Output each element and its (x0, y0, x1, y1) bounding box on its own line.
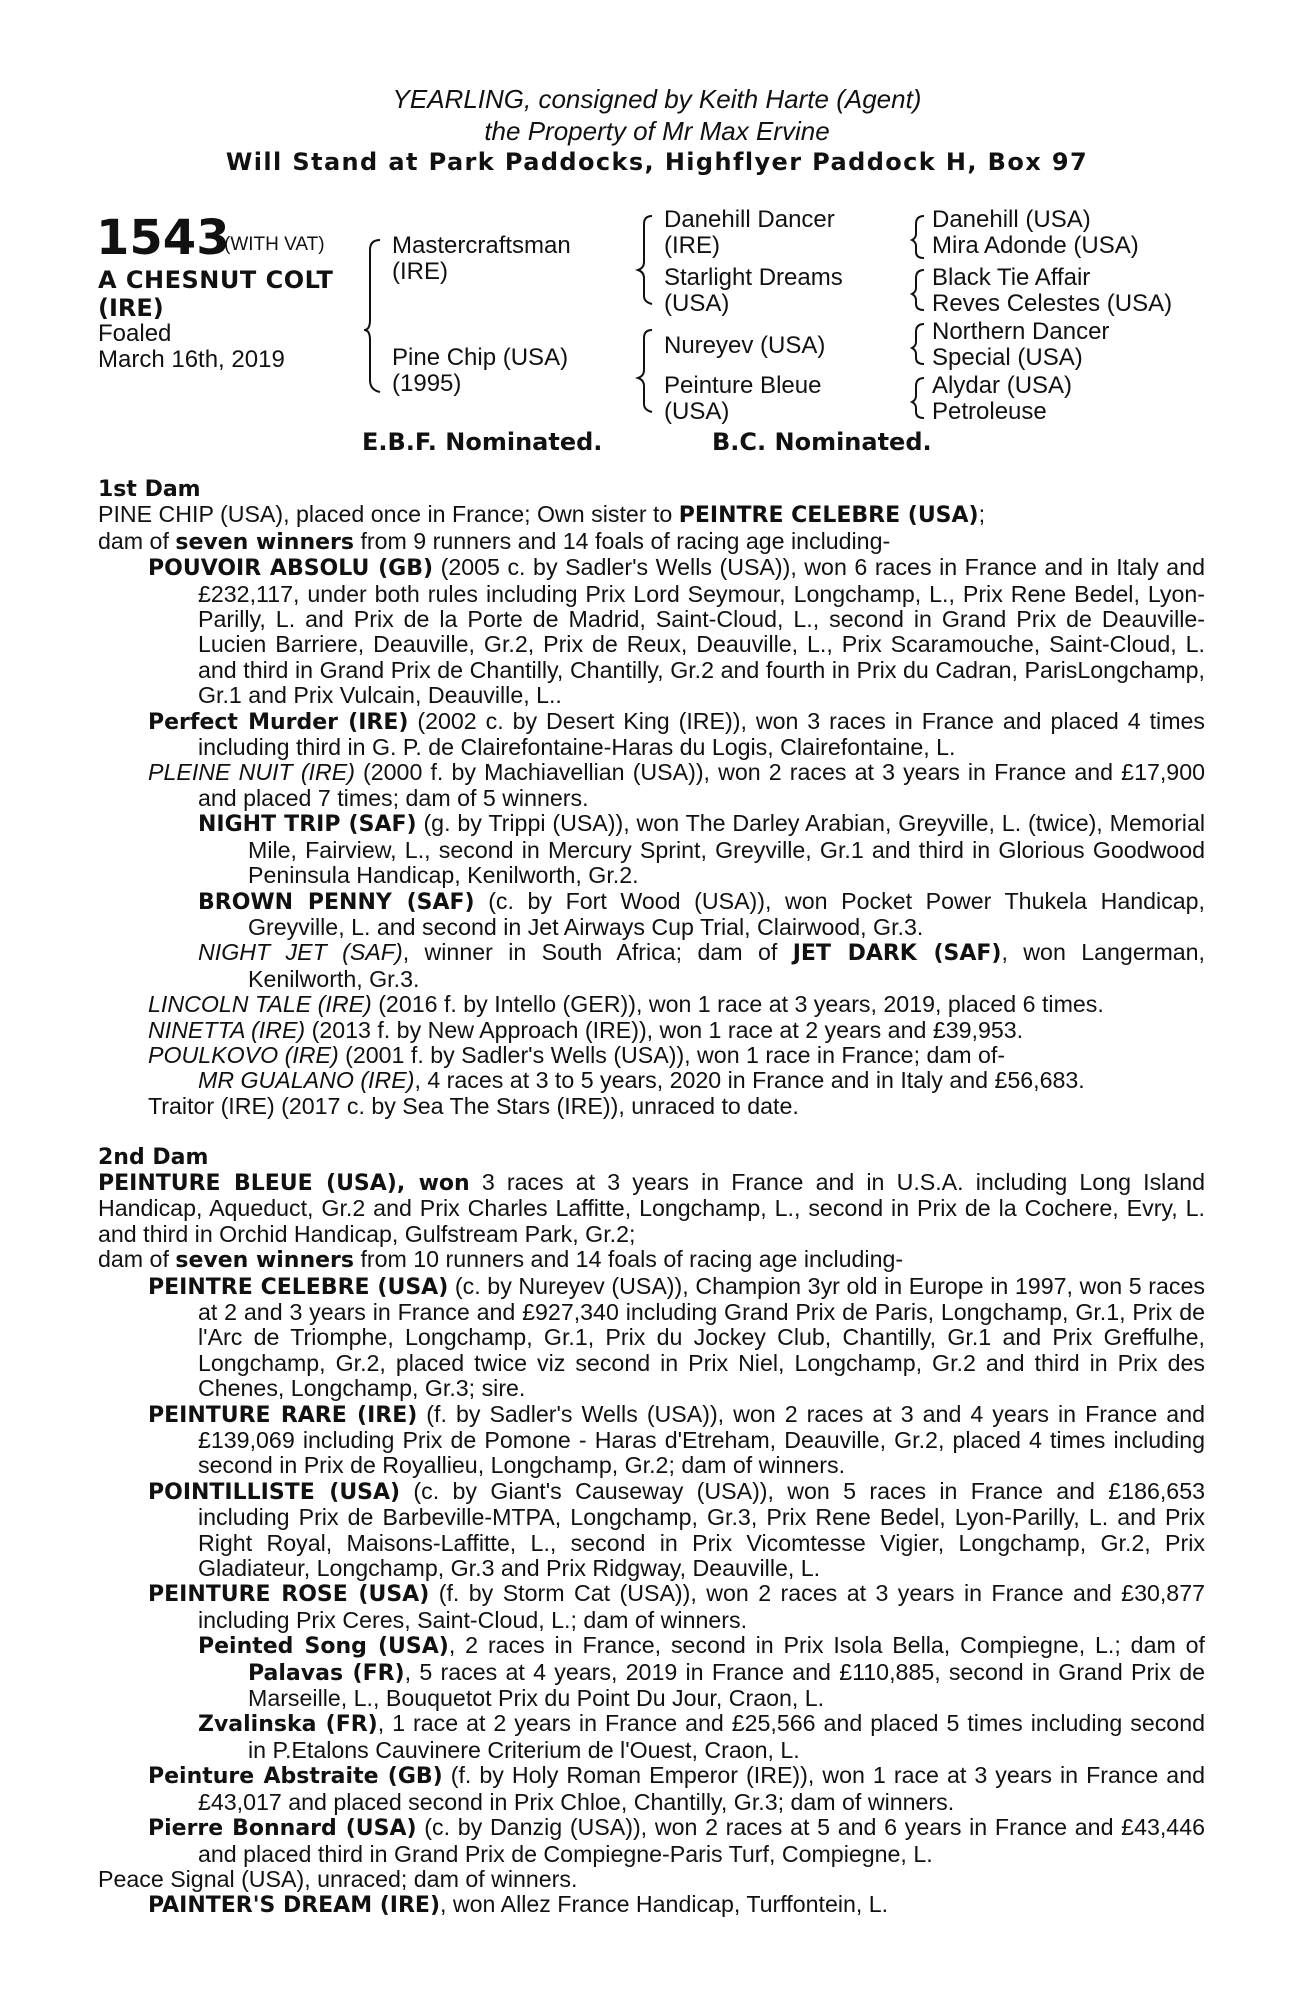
entry-pierre-bonnard: Pierre Bonnard (USA) (c. by Danzig (USA)), won 2 races at 5 and 6 years in France and £43,446 and placed third in Grand Prix de Compiegne-Paris Turf, Compiegne, L. (148, 1814, 1205, 1867)
property-line: the Property of Mr Max Ervine (484, 116, 830, 146)
catalogue-body (98, 477, 1205, 1919)
ss-sire: Danehill (USA) (932, 206, 1091, 233)
entry-painters-dream: PAINTER'S DREAM (IRE), won Allez France Handicap, Turffontein, L. (148, 1891, 889, 1919)
entry-peinture-rose: PEINTURE ROSE (USA) (f. by Storm Cat (USA)), won 2 races at 3 years in France and £30,877 including Prix Ceres, Saint-Cloud, L.; dam of winners. (148, 1580, 1205, 1633)
entry-pointilliste: POINTILLISTE (USA) (c. by Giant's Causeway (USA)), won 5 races in France and £186,653 including Prix de Barbeville-MTPA, Longchamp, Gr.3, Prix Rene Bedel, Lyon-Parilly, L. and Prix Right Royal, Maisons-Laffitte, L., second in Prix Vicomtesse Vigier, Longchamp, Gr.2, Prix Gladiateur, Longchamp, Gr.3 and Prix Ridgway, Deauville, L. (148, 1477, 1205, 1582)
entry-peinture-rare: PEINTURE RARE (IRE) (f. by Sadler's Wells (USA)), won 2 races at 3 and 4 years in France and £139,069 including Prix de Pomone - Haras d'Etreham, Deauville, Gr.2, placed 4 times including second in Prix de Royallieu, Longchamp, Gr.2; dam of winners. (148, 1400, 1205, 1479)
ds-dam: Special (USA) (932, 344, 1083, 371)
sire-country: (IRE) (392, 258, 448, 285)
consignor-line: YEARLING, consigned by Keith Harte (Agent) (392, 84, 922, 114)
sire-dam: Starlight Dreams (664, 264, 843, 291)
entry-pouvoir-absolu: POUVOIR ABSOLU (GB) (2005 c. by Sadler's Wells (USA)), won 6 races in France and in Italy and £232,117, under both rules including Prix Lord Seymour, Longchamp, L., Prix Rene Bedel, Lyon-Parilly, L. and Prix de la Porte de Madrid, Saint-Cloud, L., second in Grand Prix de Deauville-Lucien Barriere, Deauville, Gr.2, Prix de Reux, Deauville, L., Prix Scaramouche, Saint-Cloud, L. and third in Grand Prix de Chantilly, Chantilly, Gr.2 and fourth in Prix du Cadran, ParisLongchamp, Gr.1 and Prix Vulcain, Deauville, L.. (148, 554, 1205, 709)
sire-name: Mastercraftsman (392, 232, 571, 259)
ss-dam: Mira Adonde (USA) (932, 232, 1139, 259)
dam-sire: Nureyev (USA) (664, 332, 826, 359)
sd-sire: Black Tie Affair (932, 264, 1091, 291)
entry-night-trip: NIGHT TRIP (SAF) (g. by Trippi (USA)), won The Darley Arabian, Greyville, L. (twice), Memorial Mile, Fairview, L., second in Mercury Sprint, Greyville, Gr.1 and third in Glorious Goodwood Peninsula Handicap, Kenilworth, Gr.2. (198, 810, 1205, 889)
lot-number: 1543 (96, 210, 230, 266)
entry-peace-signal: Peace Signal (USA), unraced; dam of winners. (98, 1865, 578, 1892)
dam-name: Pine Chip (USA) (392, 344, 569, 371)
lot-title: A CHESNUT COLT (98, 266, 334, 294)
entry-peinted-song: Peinted Song (USA), 2 races in France, second in Prix Isola Bella, Compiegne, L.; dam of Palavas (FR), 5 races at 4 years, 2019 in France and £110,885, second in Grand Prix de Marseille, L., Bouquetot Prix du Point Du Jour, Craon, L. (198, 1632, 1206, 1712)
second-dam-produce: dam of seven winners from 10 runners and 14 foals of racing age including- (98, 1246, 904, 1274)
first-dam-intro: PINE CHIP (USA), placed once in France; Own sister to PEINTRE CELEBRE (USA); (98, 501, 986, 529)
entry-ninetta: NINETTA (IRE) (2013 f. by New Approach (IRE)), won 1 race at 2 years and £39,953. (148, 1016, 1024, 1043)
dd-sire: Alydar (USA) (932, 372, 1073, 399)
pedigree-brackets (0, 0, 1314, 460)
sire-sire-country: (IRE) (664, 232, 720, 259)
sire-dam-country: (USA) (664, 290, 730, 317)
ebf-nominated: E.B.F. Nominated. (362, 428, 603, 456)
entry-poulkovo: POULKOVO (IRE) (2001 f. by Sadler's Wells (USA)), won 1 race in France; dam of- (148, 1041, 1006, 1068)
dam-year: (1995) (392, 370, 462, 397)
entry-traitor: Traitor (IRE) (2017 c. by Sea The Stars (IRE)), unraced to date. (148, 1092, 799, 1119)
entry-peinture-abstraite: Peinture Abstraite (GB) (f. by Holy Roman Emperor (IRE)), won 1 race at 3 years in France and £43,017 and placed second in Prix Chloe, Chantilly, Gr.3; dam of winners. (148, 1762, 1205, 1815)
sire-sire: Danehill Dancer (664, 206, 835, 233)
lot-title-country: (IRE) (98, 294, 164, 322)
dam-dam-country: (USA) (664, 398, 730, 425)
second-dam-intro: PEINTURE BLEUE (USA), won 3 races at 3 years in France and in U.S.A. including Long Island Handicap, Aqueduct, Gr.2 and Prix Charles Laffitte, Longchamp, L., second in Prix de la Cochere, Evry, L. and third in Orchid Handicap, Gulfstream Park, Gr.2; (98, 1168, 1206, 1247)
stand-location: Will Stand at Park Paddocks, Highflyer Paddock H, Box 97 (225, 148, 1089, 176)
dd-dam: Petroleuse (932, 398, 1047, 425)
entry-brown-penny: BROWN PENNY (SAF) (c. by Fort Wood (USA)), won Pocket Power Thukela Handicap, Greyville, L. and second in Jet Airways Cup Trial, Clairwood, Gr.3. (198, 887, 1205, 940)
first-dam-heading: 1st Dam (98, 477, 201, 502)
sd-dam: Reves Celestes (USA) (932, 290, 1173, 317)
foaled-label: Foaled (98, 320, 172, 347)
entry-perfect-murder: Perfect Murder (IRE) (2002 c. by Desert King (IRE)), won 3 races in France and placed 4 times including third in G. P. de Clairefontaine-Haras du Logis, Clairefontaine, L. (148, 707, 1205, 761)
entry-peintre-celebre: PEINTRE CELEBRE (USA) (c. by Nureyev (USA)), Champion 3yr old in Europe in 1997, won 5 races at 2 and 3 years in France and £927,340 including Grand Prix de Paris, Longchamp, Gr.1, Prix de l'Arc de Triomphe, Longchamp, Gr.1, Prix du Jockey Club, Chantilly, Gr.1 and Prix Greffulhe, Longchamp, Gr.2, placed twice viz second in Prix Niel, Longchamp, Gr.2 and third in Prix des Chenes, Longchamp, Gr.3; sire. (148, 1272, 1205, 1402)
ds-sire: Northern Dancer (932, 318, 1110, 345)
entry-night-jet: NIGHT JET (SAF), winner in South Africa; dam of JET DARK (SAF), won Langerman, Kenilworth, Gr.3. (198, 939, 1205, 992)
second-dam-heading: 2nd Dam (98, 1144, 209, 1170)
vat-label: (WITH VAT) (224, 234, 325, 255)
bc-nominated: B.C. Nominated. (712, 428, 932, 456)
first-dam-produce: dam of seven winners from 9 runners and 14 foals of racing age including- (98, 527, 891, 555)
entry-lincoln-tale: LINCOLN TALE (IRE) (2016 f. by Intello (GER)), won 1 race at 3 years, 2019, placed 6 times. (148, 991, 1104, 1018)
entry-zvalinska: Zvalinska (FR), 1 race at 2 years in France and £25,566 and placed 5 times including second in P.Etalons Cauvinere Criterium de l'Ouest, Craon, L. (198, 1710, 1205, 1763)
entry-pleine-nuit: PLEINE NUIT (IRE) (2000 f. by Machiavellian (USA)), won 2 races at 3 years in France and £17,900 and placed 7 times; dam of 5 winners. (148, 759, 1205, 811)
foaled-date: March 16th, 2019 (98, 346, 285, 373)
entry-mr-gualano: MR GUALANO (IRE), 4 races at 3 to 5 years, 2020 in France and in Italy and £56,683. (198, 1067, 1085, 1094)
dam-dam: Peinture Bleue (664, 372, 822, 399)
